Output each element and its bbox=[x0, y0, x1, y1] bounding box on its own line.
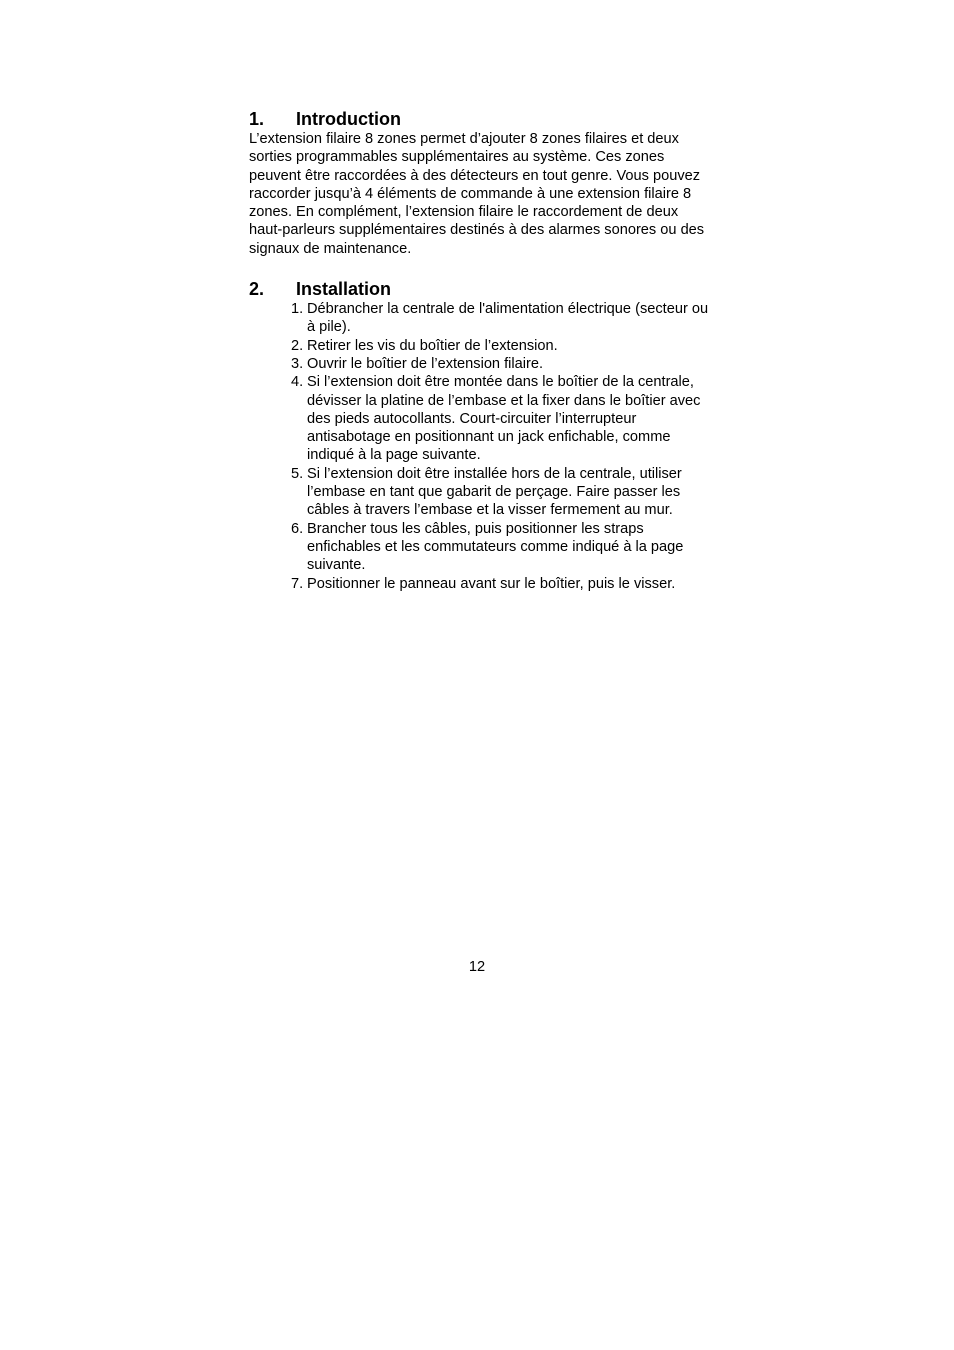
list-item bbox=[249, 465, 709, 520]
step-number: 6. bbox=[291, 520, 304, 537]
step-number: 5. bbox=[291, 465, 304, 482]
list-item bbox=[249, 373, 709, 464]
section-number: 2. bbox=[249, 279, 265, 300]
list-item bbox=[249, 337, 709, 355]
section-number: 1. bbox=[249, 109, 265, 129]
section-heading-introduction bbox=[249, 108, 709, 130]
step-text: Si l’extension doit être montée dans le boîtier de la centrale, dévisser la platine de l’embase et la fixer dans le boîtier avec des pieds autocollants. Court-circuiter l’interrupteur antisabotage en positionnant un jack enfichable, comme indiqué à la page suivante. bbox=[307, 374, 701, 464]
list-item bbox=[249, 355, 709, 373]
step-text: Retirer les vis du boîtier de l’extension. bbox=[307, 337, 558, 354]
list-item bbox=[249, 575, 709, 593]
step-text: Positionner le panneau avant sur le boîtier, puis le visser. bbox=[307, 575, 676, 592]
step-number: 1. bbox=[291, 301, 304, 318]
page-number: 12 bbox=[468, 959, 486, 975]
section-introduction bbox=[249, 108, 709, 258]
step-number: 7. bbox=[291, 575, 304, 592]
section-title: Introduction bbox=[296, 109, 401, 129]
step-text: Ouvrir le boîtier de l’extension filaire. bbox=[307, 355, 544, 372]
section-installation bbox=[249, 278, 709, 593]
section-title: Installation bbox=[296, 279, 392, 300]
step-text: Débrancher la centrale de l'alimentation électrique (secteur ou à pile). bbox=[307, 301, 709, 336]
installation-steps-list bbox=[249, 300, 709, 593]
page-content bbox=[249, 108, 709, 593]
list-item bbox=[249, 300, 709, 337]
list-item bbox=[249, 520, 709, 575]
step-text: Brancher tous les câbles, puis positionner les straps enfichables et les commutateurs comme indiqué à la page suivante. bbox=[307, 520, 684, 574]
step-text: Si l’extension doit être installée hors de la centrale, utiliser l’embase en tant que gabarit de perçage. Faire passer les câbles à travers l’embase et la visser fermement au mur. bbox=[307, 465, 682, 519]
step-number: 2. bbox=[291, 337, 304, 354]
step-number: 3. bbox=[291, 355, 304, 372]
section-heading-installation bbox=[249, 278, 709, 300]
step-number: 4. bbox=[291, 374, 304, 391]
introduction-paragraph: L’extension filaire 8 zones permet d’ajouter 8 zones filaires et deux sorties programmables supplémentaires au système. Ces zones peuvent être raccordées à des détecteurs en tout genre. Vous pouvez raccorder jusqu’à 4 éléments de commande à une extension filaire 8 zones. En complément, l’extension filaire le raccordement de deux haut-parleurs supplémentaires destinés à des alarmes sonores ou des signaux de maintenance. bbox=[249, 131, 705, 257]
